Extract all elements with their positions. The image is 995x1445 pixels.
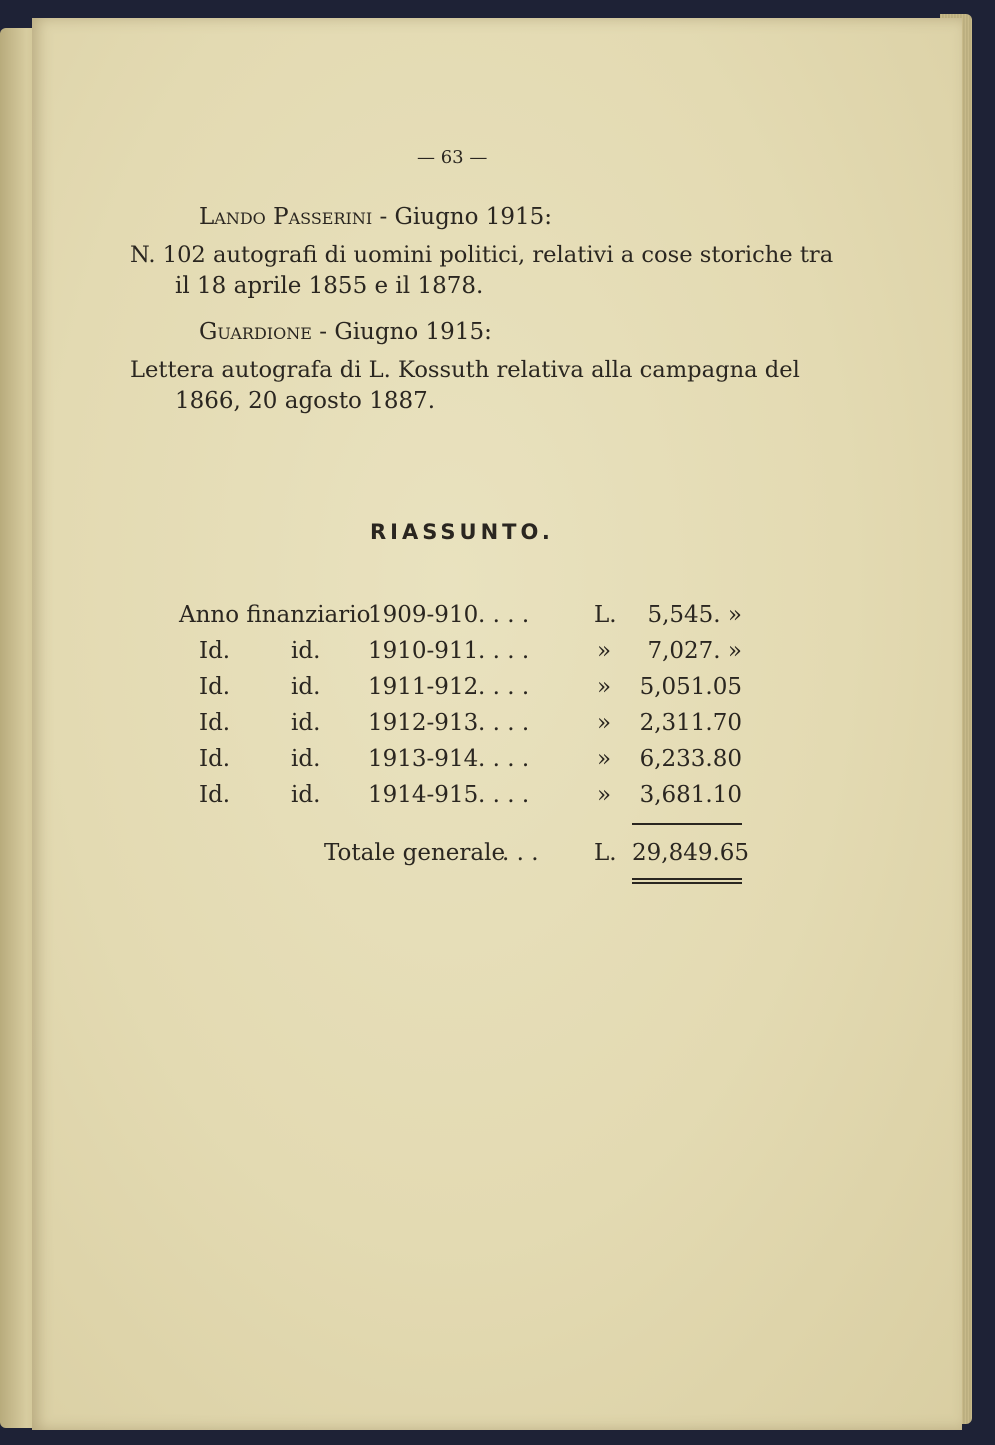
row-label: Id. — [199, 638, 231, 664]
total-leader-dots: . . . — [502, 840, 539, 866]
entry-date: - Giugno 1915: — [379, 204, 553, 230]
row-currency: » — [597, 638, 612, 664]
total-double-rule-bottom — [632, 882, 742, 884]
entry-description-line: Lettera autografa di L. Kossuth relativa alla campagna del — [130, 357, 800, 383]
page-number: — 63 — — [417, 147, 488, 168]
row-leader-dots: . . . . — [478, 602, 530, 628]
row-leader-dots: . . . . — [478, 746, 530, 772]
entry-date: - Giugno 1915: — [319, 319, 492, 345]
row-currency: L. — [594, 602, 617, 628]
row-year: 1914-915 — [368, 782, 479, 808]
subtotal-rule — [632, 823, 742, 825]
total-currency: L. — [594, 840, 617, 866]
entry-description-line: il 18 aprile 1855 e il 1878. — [175, 273, 484, 299]
row-label: Id. — [199, 710, 231, 736]
row-amount: 7,027. » — [647, 638, 742, 664]
entry-description-line: 1866, 20 agosto 1887. — [175, 388, 436, 414]
row-currency: » — [597, 746, 612, 772]
row-leader-dots: . . . . — [478, 782, 530, 808]
row-year: 1910-911 — [368, 638, 479, 664]
row-year: 1912-913 — [368, 710, 479, 736]
row-label: Anno finanziario — [179, 602, 371, 628]
entry-description-line: N. 102 autografi di uomini politici, relativi a cose storiche tra — [130, 242, 834, 268]
row-amount: 2,311.70 — [639, 710, 742, 736]
row-id: id. — [291, 638, 321, 664]
row-year: 1913-914 — [368, 746, 479, 772]
row-amount: 5,051.05 — [639, 674, 742, 700]
entry-author-lando-passerini: LANDO PASSERINI - Giugno 1915: — [199, 204, 553, 230]
row-amount: 3,681.10 — [639, 782, 742, 808]
entry-author-guardione: GUARDIONE - Giugno 1915: — [199, 319, 492, 345]
row-label: Id. — [199, 746, 231, 772]
total-double-rule-top — [632, 878, 742, 880]
row-year: 1909-910 — [368, 602, 479, 628]
row-currency: » — [597, 710, 612, 736]
row-leader-dots: . . . . — [478, 710, 530, 736]
row-amount: 6,233.80 — [639, 746, 742, 772]
total-label: Totale generale — [324, 840, 506, 866]
row-label: Id. — [199, 674, 231, 700]
row-leader-dots: . . . . — [478, 638, 530, 664]
row-label: Id. — [199, 782, 231, 808]
row-id: id. — [291, 782, 321, 808]
row-currency: » — [597, 674, 612, 700]
book-page — [32, 18, 962, 1430]
row-amount: 5,545. » — [647, 602, 742, 628]
summary-heading: RIASSUNTO. — [370, 520, 554, 544]
row-currency: » — [597, 782, 612, 808]
total-amount: 29,849.65 — [632, 840, 750, 866]
row-id: id. — [291, 746, 321, 772]
row-year: 1911-912 — [368, 674, 479, 700]
row-id: id. — [291, 710, 321, 736]
row-leader-dots: . . . . — [478, 674, 530, 700]
row-id: id. — [291, 674, 321, 700]
